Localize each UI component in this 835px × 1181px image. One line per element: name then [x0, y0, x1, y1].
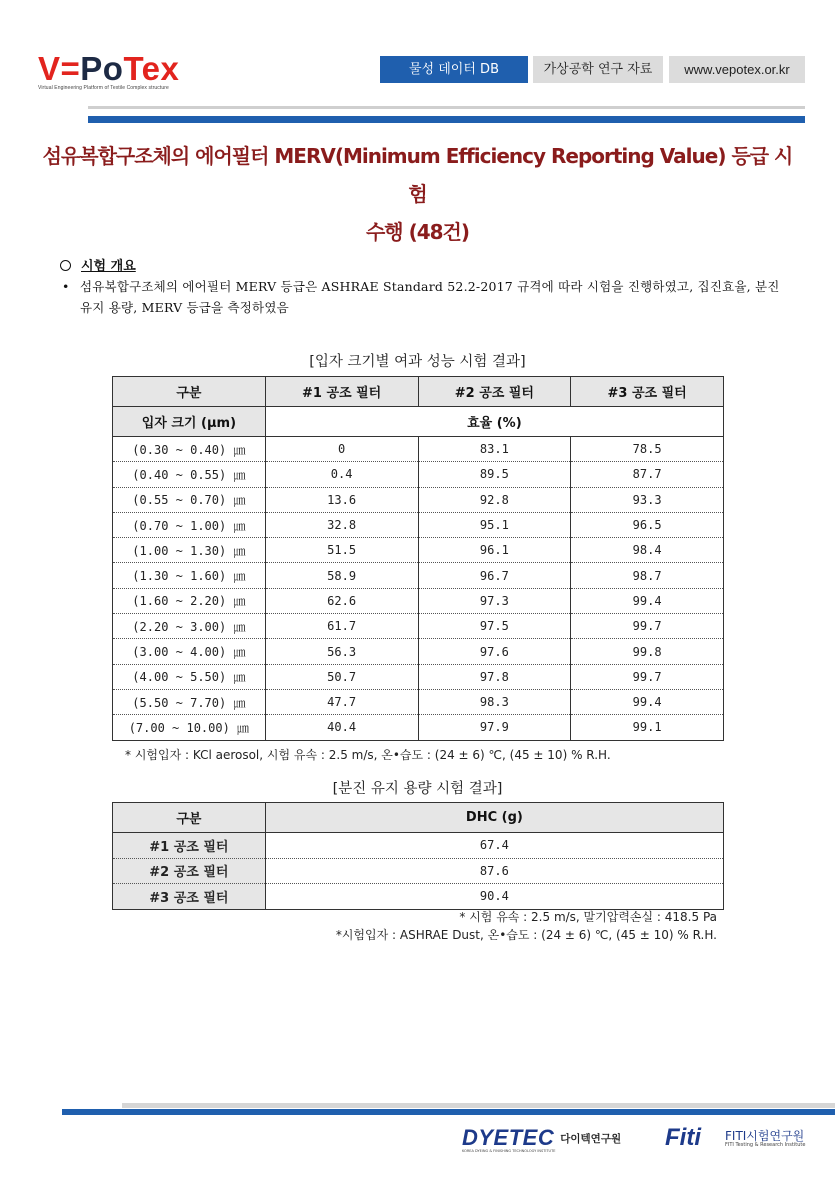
table2-note-1: * 시험 유속 : 2.5 m/s, 말기압력손실 : 418.5 Pa — [459, 910, 717, 924]
fiti-logo — [665, 1124, 806, 1152]
particle-range-cell: (1.60 ~ 2.20) ㎛ — [113, 588, 266, 613]
particle-range-cell: (1.30 ~ 1.60) ㎛ — [113, 563, 266, 588]
bullet-dot-icon: • — [62, 279, 70, 294]
particle-range-cell: (0.55 ~ 0.70) ㎛ — [113, 487, 266, 512]
table2-caption: [분진 유지 용량 시험 결과] — [332, 781, 503, 797]
table-row — [113, 538, 724, 563]
filtration-table — [112, 376, 724, 741]
efficiency-cell: 50.7 — [265, 664, 418, 689]
table1-body — [113, 437, 724, 741]
efficiency-cell: 99.4 — [571, 588, 724, 613]
efficiency-cell: 83.1 — [418, 437, 571, 462]
particle-range-cell: (3.00 ~ 4.00) ㎛ — [113, 639, 266, 664]
property-db-button[interactable]: 물성 데이터 DB — [380, 56, 528, 83]
fiti-subtitle: FITI Testing & Research Institute — [725, 1142, 806, 1148]
table-row — [113, 689, 724, 714]
table1-header-cell: #3 공조 필터 — [571, 377, 724, 407]
particle-range-cell: (2.20 ~ 3.00) ㎛ — [113, 614, 266, 639]
efficiency-cell: 97.5 — [418, 614, 571, 639]
efficiency-cell: 95.1 — [418, 512, 571, 537]
circle-bullet-icon — [60, 260, 71, 271]
dyetec-korean: 다이텍연구원 — [560, 1133, 622, 1145]
table-row — [113, 563, 724, 588]
table2-note-2: *시험입자 : ASHRAE Dust, 온•습도 : (24 ± 6) ℃, (45 ± 10) % R.H. — [335, 928, 717, 942]
efficiency-cell: 99.4 — [571, 689, 724, 714]
efficiency-cell: 40.4 — [265, 715, 418, 740]
table2-header-cell: 구분 — [113, 803, 266, 833]
logo-tagline: Virtual Engineering Platform of Textile Complex structure — [38, 85, 169, 91]
overview-bullet — [62, 276, 787, 318]
particle-range-cell: (0.40 ~ 0.55) ㎛ — [113, 462, 266, 487]
filter-name-cell: #2 공조 필터 — [113, 858, 266, 884]
efficiency-cell: 51.5 — [265, 538, 418, 563]
table-row — [113, 858, 724, 884]
table-row — [113, 437, 724, 462]
efficiency-cell: 96.1 — [418, 538, 571, 563]
table-row — [113, 487, 724, 512]
particle-range-cell: (4.00 ~ 5.50) ㎛ — [113, 664, 266, 689]
fiti-korean: FITI시험연구원 — [725, 1129, 805, 1143]
efficiency-cell: 99.7 — [571, 664, 724, 689]
efficiency-cell: 89.5 — [418, 462, 571, 487]
table-row — [113, 833, 724, 859]
table2-body — [113, 833, 724, 910]
footer-divider-blue — [62, 1109, 835, 1115]
header-divider-gray — [88, 106, 805, 109]
efficiency-cell: 61.7 — [265, 614, 418, 639]
header-divider-blue — [88, 116, 805, 123]
efficiency-cell: 98.4 — [571, 538, 724, 563]
particle-range-cell: (0.70 ~ 1.00) ㎛ — [113, 512, 266, 537]
particle-size-label: 입자 크기 (μm) — [113, 407, 266, 437]
efficiency-cell: 56.3 — [265, 639, 418, 664]
table-row — [113, 715, 724, 740]
table-row — [113, 512, 724, 537]
table-row — [113, 884, 724, 910]
vepotex-logo[interactable] — [38, 52, 179, 91]
table1-header-row — [113, 377, 724, 407]
table-row — [113, 664, 724, 689]
website-link[interactable]: www.vepotex.or.kr — [669, 56, 805, 83]
particle-range-cell: (1.00 ~ 1.30) ㎛ — [113, 538, 266, 563]
efficiency-cell: 13.6 — [265, 487, 418, 512]
dhc-value-cell: 67.4 — [265, 833, 723, 859]
overview-heading — [60, 255, 136, 274]
dyetec-wordmark: DYETEC — [462, 1125, 555, 1150]
table-row — [113, 588, 724, 613]
efficiency-cell: 32.8 — [265, 512, 418, 537]
table1-header-cell: #1 공조 필터 — [265, 377, 418, 407]
efficiency-cell: 97.6 — [418, 639, 571, 664]
efficiency-cell: 98.7 — [571, 563, 724, 588]
dyetec-logo — [462, 1125, 621, 1153]
efficiency-cell: 96.5 — [571, 512, 724, 537]
table1-subheader-row — [113, 407, 724, 437]
dhc-value-cell: 87.6 — [265, 858, 723, 884]
efficiency-cell: 98.3 — [418, 689, 571, 714]
efficiency-label: 효율 (%) — [265, 407, 723, 437]
overview-heading-text: 시험 개요 — [81, 259, 136, 274]
efficiency-cell: 0.4 — [265, 462, 418, 487]
logo-wordmark: V=PoTex — [38, 50, 180, 87]
filter-name-cell: #1 공조 필터 — [113, 833, 266, 859]
table1-header-cell: 구분 — [113, 377, 266, 407]
efficiency-cell: 87.7 — [571, 462, 724, 487]
efficiency-cell: 92.8 — [418, 487, 571, 512]
efficiency-cell: 96.7 — [418, 563, 571, 588]
dhc-value-cell: 90.4 — [265, 884, 723, 910]
efficiency-cell: 78.5 — [571, 437, 724, 462]
table1-header-cell: #2 공조 필터 — [418, 377, 571, 407]
efficiency-cell: 93.3 — [571, 487, 724, 512]
title-line-1: 섬유복합구조체의 에어필터 MERV(Minimum Efficiency Reporting Value) 등급 시험 — [42, 144, 793, 206]
efficiency-cell: 62.6 — [265, 588, 418, 613]
efficiency-cell: 97.9 — [418, 715, 571, 740]
table2-header-row — [113, 803, 724, 833]
particle-range-cell: (0.30 ~ 0.40) ㎛ — [113, 437, 266, 462]
virtual-engineering-button[interactable]: 가상공학 연구 자료 — [533, 56, 663, 83]
efficiency-cell: 99.8 — [571, 639, 724, 664]
page-title — [40, 137, 795, 251]
dyetec-subtitle: KOREA DYEING & FINISHING TECHNOLOGY INSTITUTE — [462, 1149, 556, 1153]
table-row — [113, 462, 724, 487]
efficiency-cell: 47.7 — [265, 689, 418, 714]
table2-header-cell: DHC (g) — [265, 803, 723, 833]
filter-name-cell: #3 공조 필터 — [113, 884, 266, 910]
title-line-2: 수행 (48건) — [365, 220, 470, 244]
particle-range-cell: (5.50 ~ 7.70) ㎛ — [113, 689, 266, 714]
efficiency-cell: 99.1 — [571, 715, 724, 740]
efficiency-cell: 99.7 — [571, 614, 724, 639]
fiti-wordmark: Fiti — [665, 1124, 701, 1151]
footer-divider-gray — [122, 1103, 835, 1108]
table1-caption: [입자 크기별 여과 성능 시험 결과] — [309, 354, 526, 370]
table-row — [113, 639, 724, 664]
efficiency-cell: 58.9 — [265, 563, 418, 588]
efficiency-cell: 0 — [265, 437, 418, 462]
overview-text: 섬유복합구조체의 에어필터 MERV 등급은 ASHRAE Standard 52.2-2017 규격에 따라 시험을 진행하였고, 집진효율, 분진 유지 용량, MERV 등급을 측정하였음 — [80, 279, 780, 315]
efficiency-cell: 97.8 — [418, 664, 571, 689]
dust-holding-table — [112, 802, 724, 910]
particle-range-cell: (7.00 ~ 10.00) ㎛ — [113, 715, 266, 740]
efficiency-cell: 97.3 — [418, 588, 571, 613]
table-row — [113, 614, 724, 639]
table1-note: * 시험입자 : KCl aerosol, 시험 유속 : 2.5 m/s, 온•습도 : (24 ± 6) ℃, (45 ± 10) % R.H. — [125, 748, 611, 762]
